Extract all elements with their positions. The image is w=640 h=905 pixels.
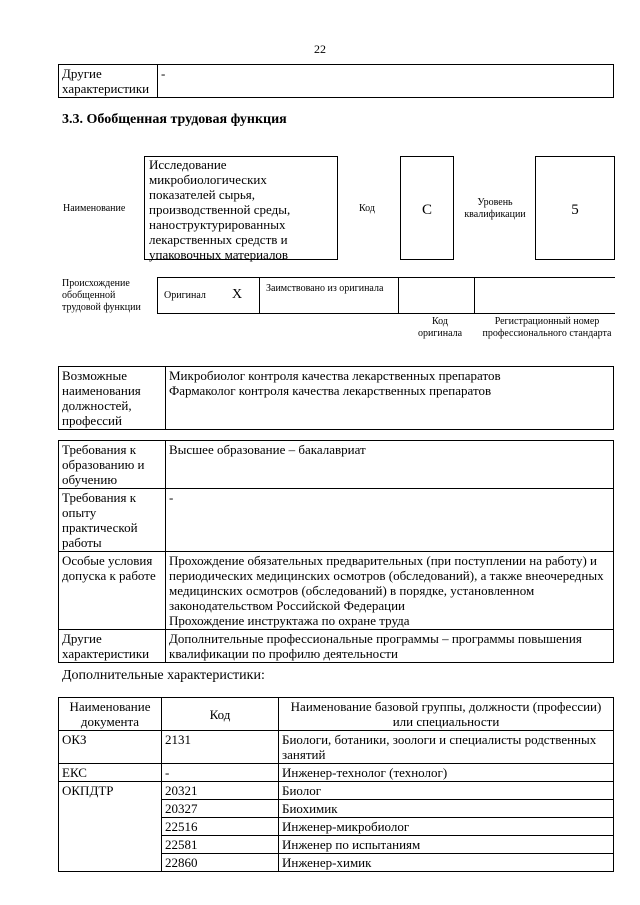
code-cell: 22581: [162, 836, 279, 854]
name-value: Исследование микробиологических показателей сырья, производственной среды, наноструктурированных лекарственных средств и упаковочных материалов: [144, 156, 338, 260]
level-value: 5: [571, 202, 579, 218]
header-cell: Наименование документа: [59, 698, 162, 731]
origin-divider: [259, 278, 260, 314]
req-label: Требования к опыту практической работы: [59, 489, 166, 552]
name-label: Наименование: [63, 203, 126, 214]
name-cell: Биохимик: [279, 800, 614, 818]
name-cell: Биолог: [279, 782, 614, 800]
code-cell: -: [162, 764, 279, 782]
code-cell: 20321: [162, 782, 279, 800]
name-cell: Инженер по испытаниям: [279, 836, 614, 854]
name-cell: Инженер-технолог (технолог): [279, 764, 614, 782]
doc-cell: ЕКС: [59, 764, 162, 782]
name-cell: Инженер-микробиолог: [279, 818, 614, 836]
top-table-label: Другие характеристики: [59, 65, 158, 98]
requirements-table: [58, 440, 614, 663]
doc-cell: ОКПДТР: [59, 782, 162, 872]
reg-caption: Регистрационный номер профессионального стандарта: [482, 316, 612, 339]
top-table: [58, 64, 614, 98]
origin-divider: [157, 278, 158, 314]
name-cell: Биологи, ботаники, зоологи и специалисты родственных занятий: [279, 731, 614, 764]
code-label: Код: [359, 203, 375, 214]
code-cell: 22860: [162, 854, 279, 872]
code-cell: 2131: [162, 731, 279, 764]
additional-table: [58, 697, 614, 872]
name-cell: Инженер-химик: [279, 854, 614, 872]
origin-label: Происхождение обобщенной трудовой функции: [62, 278, 141, 313]
doc-cell: ОКЗ: [59, 731, 162, 764]
origin-top-line: [157, 277, 615, 278]
additional-title: Дополнительные характеристики:: [62, 668, 265, 683]
req-value: Прохождение обязательных предварительных (при поступлении на работу) и периодических медицинских осмотров (обследований), а также внеочередных медицинских осмотров (обследований) в порядке, установленном законодательством Российской Федерации: [169, 553, 604, 613]
positions-table: [58, 366, 614, 430]
code-cell: 20327: [162, 800, 279, 818]
header-cell: Наименование базовой группы, должности (профессии) или специальности: [279, 698, 614, 731]
code-cell: 22516: [162, 818, 279, 836]
req-value-extra: Прохождение инструктажа по охране труда: [169, 613, 410, 628]
table-row: [59, 764, 614, 782]
table-row: [59, 731, 614, 764]
original-mark: X: [232, 287, 243, 302]
position-item: Микробиолог контроля качества лекарственных препаратов: [169, 368, 501, 383]
code-caption: Код оригинала: [417, 316, 463, 339]
header-cell: Код: [162, 698, 279, 731]
req-value: Высшее образование – бакалавриат: [166, 441, 614, 489]
original-label: Оригинал: [164, 290, 206, 301]
borrowed-label: Заимствовано из оригинала: [266, 283, 384, 294]
level-box: [535, 156, 615, 260]
req-label: Другие характеристики: [59, 630, 166, 663]
origin-divider: [474, 278, 475, 314]
top-table-value: -: [158, 65, 614, 98]
position-item: Фармаколог контроля качества лекарственных препаратов: [169, 383, 492, 398]
origin-bottom-line: [157, 313, 615, 314]
positions-label: Возможные наименования должностей, профессий: [59, 367, 166, 430]
page-number: 22: [314, 42, 326, 56]
code-box: [400, 156, 454, 260]
req-value: Дополнительные профессиональные программы – программы повышения квалификации по профилю деятельности: [166, 630, 614, 663]
origin-divider: [398, 278, 399, 314]
req-label: Особые условия допуска к работе: [59, 552, 166, 630]
code-value: C: [421, 202, 432, 218]
section-title: 3.3. Обобщенная трудовая функция: [62, 112, 287, 127]
level-label: Уровень квалификации: [464, 197, 526, 220]
req-value: -: [166, 489, 614, 552]
req-label: Требования к образованию и обучению: [59, 441, 166, 489]
table-row: [59, 782, 614, 800]
